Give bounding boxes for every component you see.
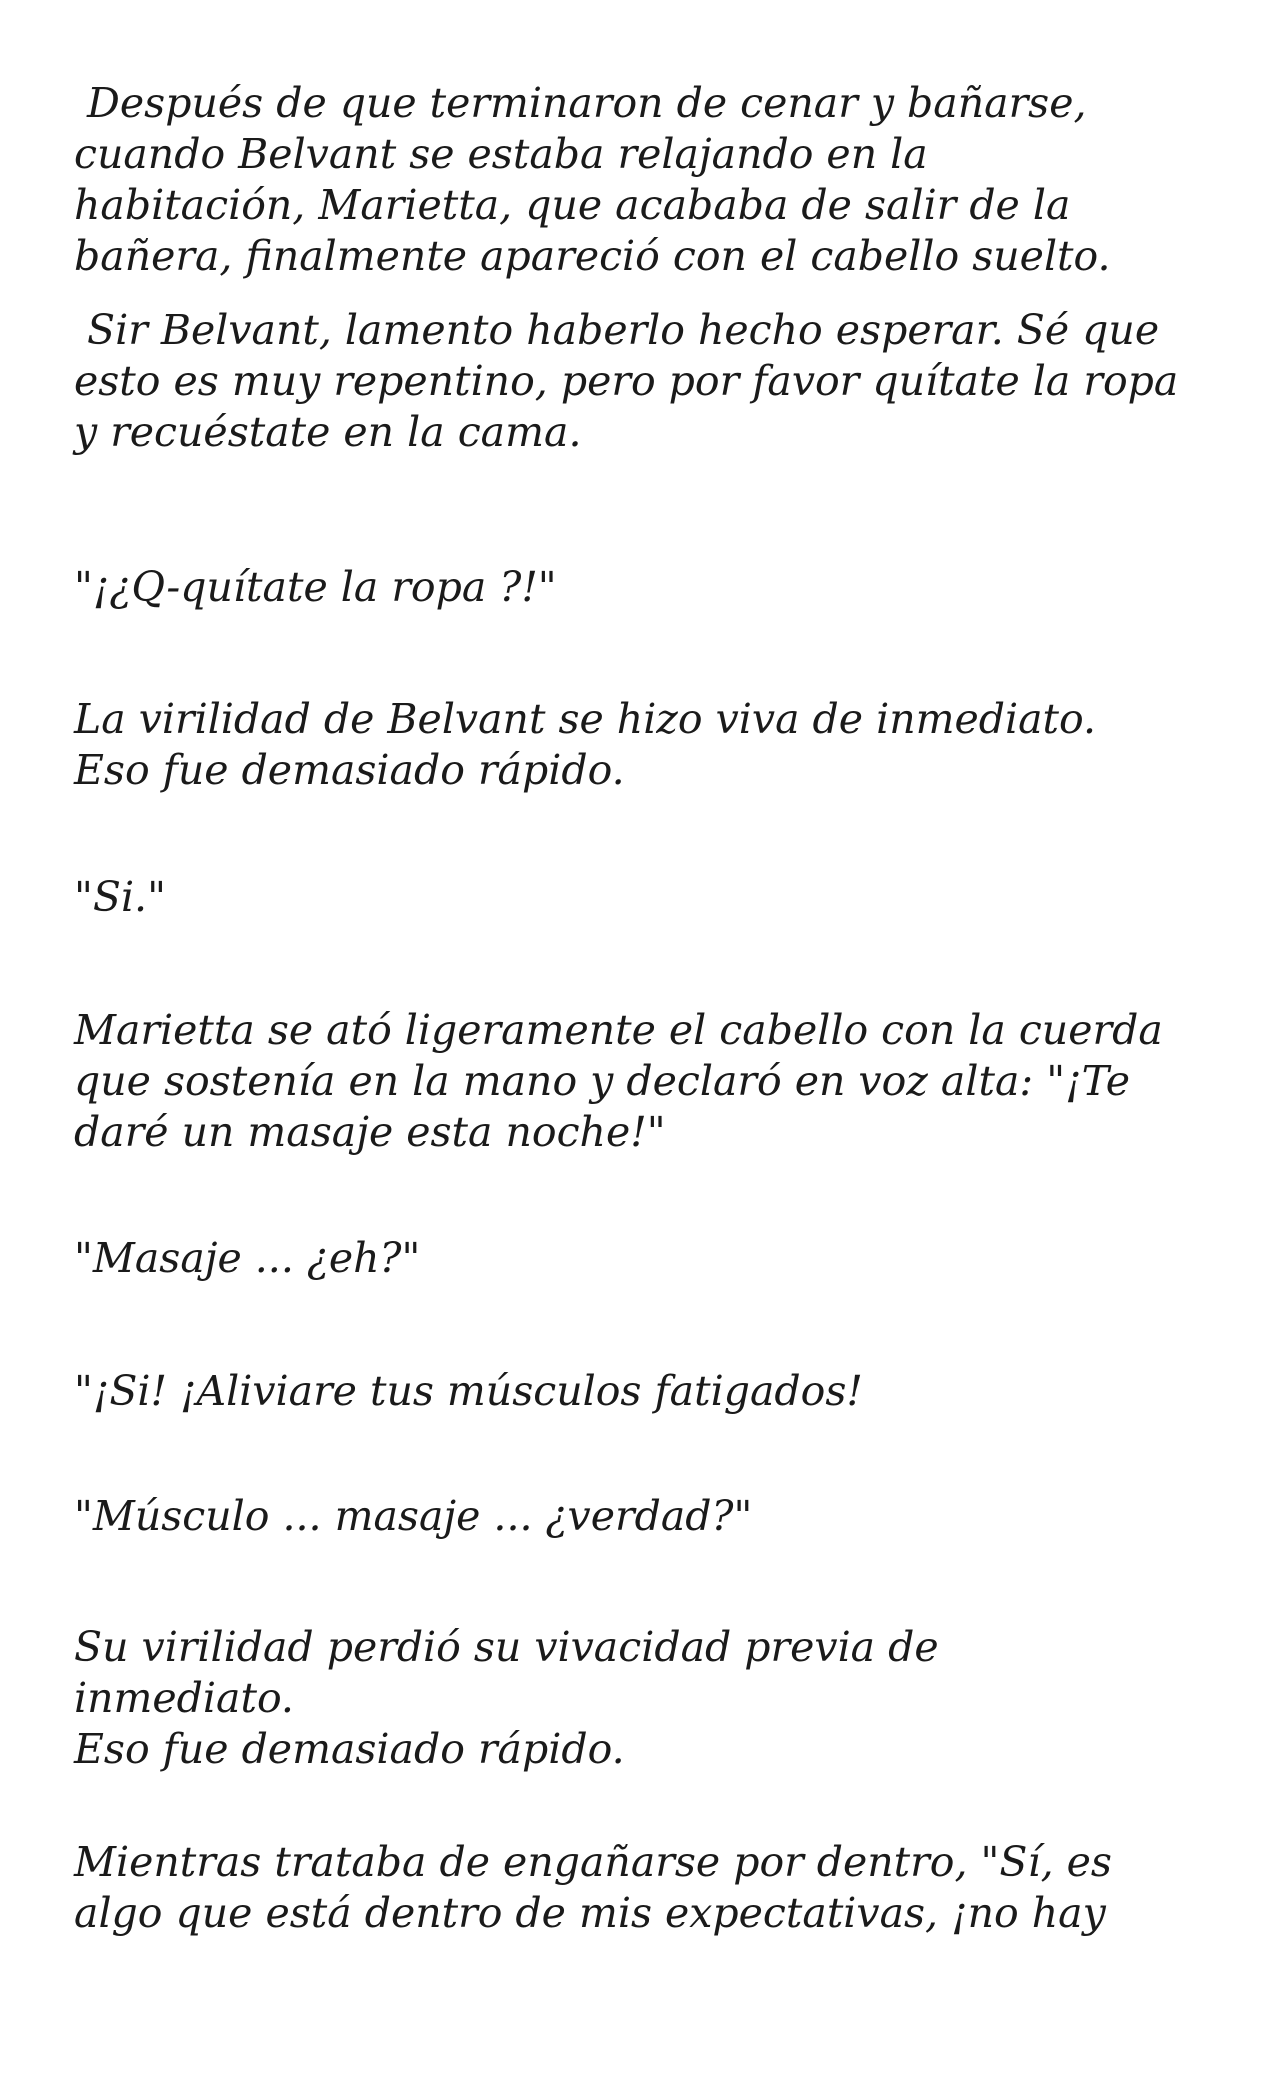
paragraph-9: [74, 1491, 1214, 1542]
paragraph-3: [74, 562, 1214, 613]
text-line: inmediato.: [74, 1674, 294, 1722]
text-line: habitación, Marietta, que acababa de salir de la: [74, 181, 1071, 229]
text-line: Sir Belvant, lamento haberlo hecho esperar. Sé que: [74, 306, 1160, 354]
text-line: cuando Belvant se estaba relajando en la: [74, 130, 928, 178]
paragraph-4: [74, 694, 1214, 796]
text-line: La virilidad de Belvant se hizo viva de inmediato.: [74, 695, 1097, 743]
text-line: Su virilidad perdió su vivacidad previa de: [74, 1623, 939, 1671]
text-line: Después de que terminaron de cenar y bañarse,: [74, 79, 1087, 127]
text-line: daré un masaje esta noche!": [74, 1108, 666, 1156]
paragraph-1: [74, 78, 1214, 282]
paragraph-2: [74, 305, 1214, 458]
text-line: Eso fue demasiado rápido.: [74, 746, 625, 794]
paragraph-10: [74, 1622, 1214, 1775]
text-line: bañera, finalmente apareció con el cabello suelto.: [74, 232, 1111, 280]
paragraph-11: [74, 1837, 1214, 1939]
text-line: "Masaje ... ¿eh?": [74, 1234, 421, 1282]
paragraph-5: [74, 872, 1214, 923]
text-line: "¡¿Q-quítate la ropa ?!": [74, 563, 557, 611]
text-line: Marietta se ató ligeramente el cabello con la cuerda: [74, 1006, 1163, 1054]
text-line: "Músculo ... masaje ... ¿verdad?": [74, 1492, 753, 1540]
text-line: Mientras trataba de engañarse por dentro, "Sí, es: [74, 1838, 1112, 1886]
text-line: esto es muy repentino, pero por favor quítate la ropa: [74, 357, 1179, 405]
text-line: "¡Si! ¡Aliviare tus músculos fatigados!: [74, 1367, 863, 1415]
paragraph-6: [74, 1005, 1214, 1158]
text-line: y recuéstate en la cama.: [74, 408, 582, 456]
paragraph-8: [74, 1366, 1214, 1417]
text-line: que sostenía en la mano y declaró en voz alta: "¡Te: [74, 1057, 1130, 1105]
text-line: "Si.": [74, 873, 166, 921]
text-line: Eso fue demasiado rápido.: [74, 1725, 625, 1773]
paragraph-7: [74, 1233, 1214, 1284]
text-line: algo que está dentro de mis expectativas, ¡no hay: [74, 1889, 1106, 1937]
